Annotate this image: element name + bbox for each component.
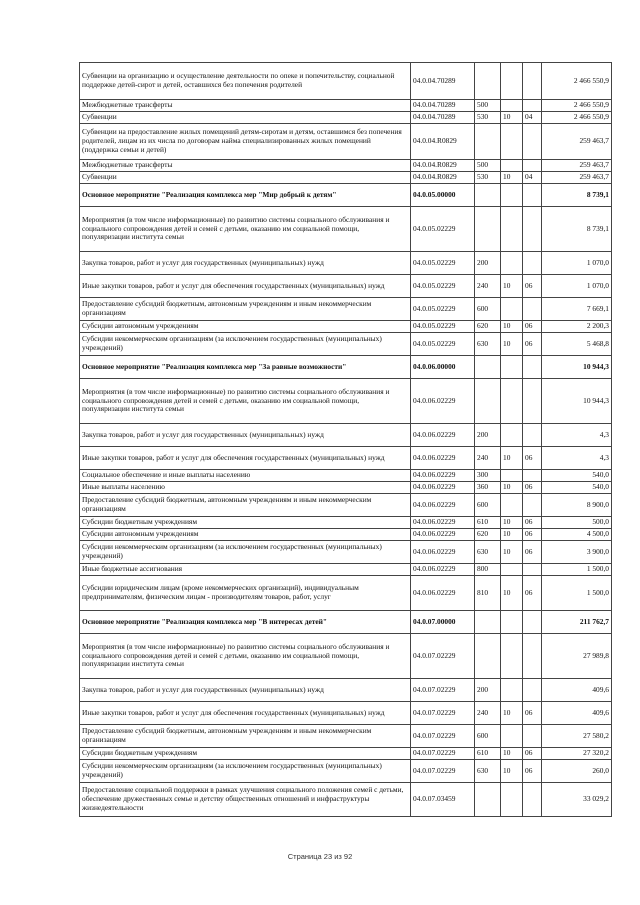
section-cell xyxy=(501,564,523,576)
section-cell xyxy=(501,184,523,207)
amount-cell: 27 580,2 xyxy=(542,725,612,748)
expense-type-cell: 500 xyxy=(475,160,501,172)
expense-type-cell: 200 xyxy=(475,679,501,702)
table-row xyxy=(80,634,612,679)
target-article-cell: 04.0.07.02229 xyxy=(411,679,475,702)
row-name-cell: Субсидии некоммерческим организациям (за исключением государственных (муниципальных) учреждений) xyxy=(80,760,411,783)
target-article-cell: 04.0.07.00000 xyxy=(411,611,475,634)
expense-type-cell xyxy=(475,63,501,100)
expense-type-cell: 810 xyxy=(475,576,501,611)
section-cell xyxy=(501,679,523,702)
table-row xyxy=(80,517,612,529)
target-article-cell: 04.0.06.02229 xyxy=(411,379,475,424)
subsection-cell xyxy=(523,207,542,252)
subsection-cell xyxy=(523,124,542,160)
section-cell xyxy=(501,356,523,379)
section-cell xyxy=(501,298,523,321)
target-article-cell: 04.0.05.02229 xyxy=(411,298,475,321)
row-name-cell: Основное мероприятие "Реализация комплекса мер "Мир добрый к детям" xyxy=(80,184,411,207)
expense-type-cell xyxy=(475,184,501,207)
row-name-cell: Мероприятия (в том числе информационные) по развитию системы социального обслуживания и социального сопровождения детей и семей с детьми, оказанию им социальной помощи, популяризации института семьи xyxy=(80,207,411,252)
amount-cell: 4,3 xyxy=(542,424,612,447)
section-cell xyxy=(501,160,523,172)
amount-cell: 259 463,7 xyxy=(542,172,612,184)
expense-type-cell: 530 xyxy=(475,112,501,124)
row-name-cell: Субвенции на организацию и осуществление деятельности по опеке и попечительству, социальной поддержке детей-сирот и детей, оставшихся без попечения родителей xyxy=(80,63,411,100)
amount-cell: 1 500,0 xyxy=(542,564,612,576)
target-article-cell: 04.0.05.00000 xyxy=(411,184,475,207)
expense-type-cell: 240 xyxy=(475,275,501,298)
expense-type-cell: 630 xyxy=(475,541,501,564)
table-row xyxy=(80,576,612,611)
table-row xyxy=(80,112,612,124)
subsection-cell xyxy=(523,100,542,112)
section-header-row xyxy=(80,356,612,379)
subsection-cell xyxy=(523,494,542,517)
section-cell xyxy=(501,124,523,160)
expense-type-cell: 600 xyxy=(475,494,501,517)
subsection-cell xyxy=(523,725,542,748)
row-name-cell: Основное мероприятие "Реализация комплекса мер "В интересах детей" xyxy=(80,611,411,634)
amount-cell: 27 989,8 xyxy=(542,634,612,679)
row-name-cell: Субсидии бюджетным учреждениям xyxy=(80,517,411,529)
section-cell: 10 xyxy=(501,447,523,470)
target-article-cell: 04.0.06.02229 xyxy=(411,424,475,447)
expense-type-cell: 200 xyxy=(475,252,501,275)
subsection-cell xyxy=(523,160,542,172)
amount-cell: 27 320,2 xyxy=(542,748,612,760)
amount-cell: 260,0 xyxy=(542,760,612,783)
row-name-cell: Иные бюджетные ассигнования xyxy=(80,564,411,576)
target-article-cell: 04.0.07.02229 xyxy=(411,702,475,725)
target-article-cell: 04.0.05.02229 xyxy=(411,207,475,252)
expense-type-cell xyxy=(475,611,501,634)
row-name-cell: Иные закупки товаров, работ и услуг для обеспечения государственных (муниципальных) нужд xyxy=(80,447,411,470)
row-name-cell: Социальное обеспечение и иные выплаты населению xyxy=(80,470,411,482)
expense-type-cell: 620 xyxy=(475,529,501,541)
section-cell xyxy=(501,494,523,517)
section-cell xyxy=(501,63,523,100)
subsection-cell xyxy=(523,679,542,702)
table-row xyxy=(80,160,612,172)
section-cell: 10 xyxy=(501,529,523,541)
subsection-cell xyxy=(523,252,542,275)
section-cell xyxy=(501,634,523,679)
row-name-cell: Межбюджетные трансферты xyxy=(80,100,411,112)
subsection-cell xyxy=(523,564,542,576)
expense-type-cell xyxy=(475,634,501,679)
row-name-cell: Предоставление субсидий бюджетным, автономным учреждениям и иным некоммерческим организациям xyxy=(80,494,411,517)
section-cell xyxy=(501,470,523,482)
subsection-cell: 06 xyxy=(523,748,542,760)
amount-cell: 540,0 xyxy=(542,470,612,482)
section-cell: 10 xyxy=(501,172,523,184)
table-row xyxy=(80,172,612,184)
amount-cell: 2 466 550,9 xyxy=(542,100,612,112)
row-name-cell: Закупка товаров, работ и услуг для государственных (муниципальных) нужд xyxy=(80,252,411,275)
table-row xyxy=(80,275,612,298)
expense-type-cell: 630 xyxy=(475,333,501,356)
amount-cell: 4,3 xyxy=(542,447,612,470)
target-article-cell: 04.0.04.70289 xyxy=(411,112,475,124)
subsection-cell: 06 xyxy=(523,333,542,356)
subsection-cell xyxy=(523,470,542,482)
expense-type-cell: 620 xyxy=(475,321,501,333)
subsection-cell xyxy=(523,634,542,679)
row-name-cell: Закупка товаров, работ и услуг для государственных (муниципальных) нужд xyxy=(80,679,411,702)
table-row xyxy=(80,494,612,517)
expense-type-cell: 610 xyxy=(475,748,501,760)
table-row xyxy=(80,725,612,748)
section-cell: 10 xyxy=(501,333,523,356)
amount-cell: 259 463,7 xyxy=(542,124,612,160)
table-row xyxy=(80,541,612,564)
expense-type-cell: 530 xyxy=(475,172,501,184)
row-name-cell: Иные закупки товаров, работ и услуг для обеспечения государственных (муниципальных) нужд xyxy=(80,702,411,725)
subsection-cell xyxy=(523,611,542,634)
subsection-cell xyxy=(523,63,542,100)
subsection-cell: 06 xyxy=(523,275,542,298)
target-article-cell: 04.0.07.02229 xyxy=(411,748,475,760)
target-article-cell: 04.0.06.00000 xyxy=(411,356,475,379)
target-article-cell: 04.0.07.02229 xyxy=(411,725,475,748)
table-row xyxy=(80,702,612,725)
row-name-cell: Субсидии некоммерческим организациям (за исключением государственных (муниципальных) учреждений) xyxy=(80,333,411,356)
expense-type-cell: 360 xyxy=(475,482,501,494)
amount-cell: 8 900,0 xyxy=(542,494,612,517)
target-article-cell: 04.0.04.70289 xyxy=(411,63,475,100)
target-article-cell: 04.0.05.02229 xyxy=(411,321,475,333)
section-header-row xyxy=(80,611,612,634)
subsection-cell: 06 xyxy=(523,541,542,564)
row-name-cell: Субвенции xyxy=(80,172,411,184)
subsection-cell xyxy=(523,356,542,379)
expense-type-cell: 240 xyxy=(475,447,501,470)
amount-cell: 540,0 xyxy=(542,482,612,494)
row-name-cell: Субвенции на предоставление жилых помещений детям-сиротам и детям, оставшимся без попечения родителей, лицам из их числа по договорам найма специализированных жилых помещений (поддержка семьи и детей) xyxy=(80,124,411,160)
subsection-cell xyxy=(523,424,542,447)
amount-cell: 409,6 xyxy=(542,679,612,702)
target-article-cell: 04.0.05.02229 xyxy=(411,333,475,356)
row-name-cell: Предоставление субсидий бюджетным, автономным учреждениям и иным некоммерческим организациям xyxy=(80,298,411,321)
table-row xyxy=(80,379,612,424)
table-row xyxy=(80,447,612,470)
expense-type-cell xyxy=(475,356,501,379)
budget-table xyxy=(79,62,612,817)
row-name-cell: Мероприятия (в том числе информационные) по развитию системы социального обслуживания и социального сопровождения детей и семей с детьми, оказанию им социальной помощи, популяризации института семьи xyxy=(80,379,411,424)
section-cell xyxy=(501,100,523,112)
amount-cell: 2 466 550,9 xyxy=(542,112,612,124)
subsection-cell: 06 xyxy=(523,576,542,611)
target-article-cell: 04.0.07.02229 xyxy=(411,760,475,783)
subsection-cell: 06 xyxy=(523,702,542,725)
target-article-cell: 04.0.06.02229 xyxy=(411,564,475,576)
expense-type-cell: 300 xyxy=(475,470,501,482)
expense-type-cell: 600 xyxy=(475,725,501,748)
expense-type-cell: 600 xyxy=(475,298,501,321)
amount-cell: 259 463,7 xyxy=(542,160,612,172)
row-name-cell: Предоставление субсидий бюджетным, автономным учреждениям и иным некоммерческим организациям xyxy=(80,725,411,748)
amount-cell: 500,0 xyxy=(542,517,612,529)
section-cell: 10 xyxy=(501,702,523,725)
amount-cell: 2 200,3 xyxy=(542,321,612,333)
subsection-cell: 06 xyxy=(523,447,542,470)
target-article-cell: 04.0.05.02229 xyxy=(411,275,475,298)
target-article-cell: 04.0.07.03459 xyxy=(411,783,475,817)
section-cell: 10 xyxy=(501,275,523,298)
section-header-row xyxy=(80,184,612,207)
section-cell xyxy=(501,725,523,748)
row-name-cell: Мероприятия (в том числе информационные) по развитию системы социального обслуживания и социального сопровождения детей и семей с детьми, оказанию им социальной помощи, популяризации института семьи xyxy=(80,634,411,679)
expense-type-cell xyxy=(475,783,501,817)
row-name-cell: Закупка товаров, работ и услуг для государственных (муниципальных) нужд xyxy=(80,424,411,447)
table-row xyxy=(80,760,612,783)
section-cell xyxy=(501,252,523,275)
section-cell xyxy=(501,379,523,424)
target-article-cell: 04.0.04.R0829 xyxy=(411,160,475,172)
row-name-cell: Субсидии бюджетным учреждениям xyxy=(80,748,411,760)
amount-cell: 33 029,2 xyxy=(542,783,612,817)
subsection-cell: 06 xyxy=(523,529,542,541)
table-row xyxy=(80,333,612,356)
table-row xyxy=(80,207,612,252)
amount-cell: 4 500,0 xyxy=(542,529,612,541)
section-cell xyxy=(501,424,523,447)
expense-type-cell: 630 xyxy=(475,760,501,783)
target-article-cell: 04.0.06.02229 xyxy=(411,482,475,494)
subsection-cell: 04 xyxy=(523,172,542,184)
target-article-cell: 04.0.06.02229 xyxy=(411,576,475,611)
expense-type-cell: 800 xyxy=(475,564,501,576)
table-row xyxy=(80,321,612,333)
table-row xyxy=(80,679,612,702)
section-cell: 10 xyxy=(501,112,523,124)
table-row xyxy=(80,63,612,100)
subsection-cell xyxy=(523,783,542,817)
table-row xyxy=(80,529,612,541)
section-cell xyxy=(501,207,523,252)
page-footer: Страница 23 из 92 xyxy=(287,852,353,861)
amount-cell: 10 944,3 xyxy=(542,379,612,424)
row-name-cell: Субсидии юридическим лицам (кроме некоммерческих организаций), индивидуальным предпринимателям, физическим лицам - производителям товаров, работ, услуг xyxy=(80,576,411,611)
target-article-cell: 04.0.06.02229 xyxy=(411,541,475,564)
row-name-cell: Иные закупки товаров, работ и услуг для обеспечения государственных (муниципальных) нужд xyxy=(80,275,411,298)
expense-type-cell: 240 xyxy=(475,702,501,725)
section-cell: 10 xyxy=(501,321,523,333)
amount-cell: 8 739,1 xyxy=(542,207,612,252)
section-cell xyxy=(501,611,523,634)
amount-cell: 5 468,8 xyxy=(542,333,612,356)
section-cell: 10 xyxy=(501,517,523,529)
amount-cell: 211 762,7 xyxy=(542,611,612,634)
amount-cell: 1 500,0 xyxy=(542,576,612,611)
target-article-cell: 04.0.05.02229 xyxy=(411,252,475,275)
amount-cell: 3 900,0 xyxy=(542,541,612,564)
expense-type-cell xyxy=(475,207,501,252)
subsection-cell: 06 xyxy=(523,321,542,333)
table-row xyxy=(80,783,612,817)
table-row xyxy=(80,482,612,494)
expense-type-cell: 500 xyxy=(475,100,501,112)
table-row xyxy=(80,748,612,760)
target-article-cell: 04.0.06.02229 xyxy=(411,494,475,517)
amount-cell: 10 944,3 xyxy=(542,356,612,379)
row-name-cell: Межбюджетные трансферты xyxy=(80,160,411,172)
table-row xyxy=(80,470,612,482)
subsection-cell xyxy=(523,298,542,321)
amount-cell: 8 739,1 xyxy=(542,184,612,207)
section-cell: 10 xyxy=(501,576,523,611)
expense-type-cell xyxy=(475,379,501,424)
section-cell xyxy=(501,783,523,817)
subsection-cell: 06 xyxy=(523,760,542,783)
subsection-cell: 04 xyxy=(523,112,542,124)
table-row xyxy=(80,564,612,576)
table-row xyxy=(80,252,612,275)
amount-cell: 1 070,0 xyxy=(542,275,612,298)
table-row xyxy=(80,424,612,447)
expense-type-cell xyxy=(475,124,501,160)
amount-cell: 409,6 xyxy=(542,702,612,725)
amount-cell: 1 070,0 xyxy=(542,252,612,275)
section-cell: 10 xyxy=(501,748,523,760)
section-cell: 10 xyxy=(501,760,523,783)
subsection-cell xyxy=(523,184,542,207)
row-name-cell: Предоставление социальной поддержки в рамках улучшения социального положения семей с детьми, обеспечение дружественных семье и детству общественных отношений и инфраструктуры жизнедеятельности xyxy=(80,783,411,817)
subsection-cell xyxy=(523,379,542,424)
expense-type-cell: 610 xyxy=(475,517,501,529)
subsection-cell: 06 xyxy=(523,517,542,529)
expense-type-cell: 200 xyxy=(475,424,501,447)
target-article-cell: 04.0.06.02229 xyxy=(411,470,475,482)
row-name-cell: Субсидии автономным учреждениям xyxy=(80,529,411,541)
target-article-cell: 04.0.07.02229 xyxy=(411,634,475,679)
target-article-cell: 04.0.04.R0829 xyxy=(411,124,475,160)
row-name-cell: Субвенции xyxy=(80,112,411,124)
target-article-cell: 04.0.04.70289 xyxy=(411,100,475,112)
amount-cell: 7 669,1 xyxy=(542,298,612,321)
section-cell: 10 xyxy=(501,541,523,564)
target-article-cell: 04.0.04.R0829 xyxy=(411,172,475,184)
row-name-cell: Субсидии некоммерческим организациям (за исключением государственных (муниципальных) учреждений) xyxy=(80,541,411,564)
amount-cell: 2 466 550,9 xyxy=(542,63,612,100)
table-row xyxy=(80,100,612,112)
table-row xyxy=(80,298,612,321)
row-name-cell: Иные выплаты населению xyxy=(80,482,411,494)
target-article-cell: 04.0.06.02229 xyxy=(411,517,475,529)
subsection-cell: 06 xyxy=(523,482,542,494)
row-name-cell: Субсидии автономным учреждениям xyxy=(80,321,411,333)
row-name-cell: Основное мероприятие "Реализация комплекса мер "За равные возможности" xyxy=(80,356,411,379)
table-row xyxy=(80,124,612,160)
target-article-cell: 04.0.06.02229 xyxy=(411,447,475,470)
target-article-cell: 04.0.06.02229 xyxy=(411,529,475,541)
section-cell: 10 xyxy=(501,482,523,494)
